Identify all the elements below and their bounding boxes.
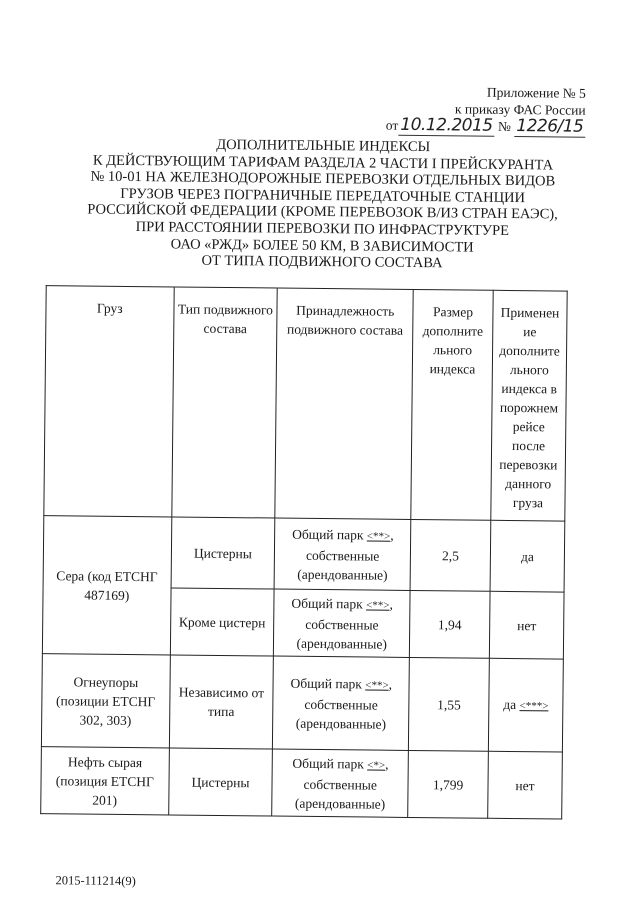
heading-line: № 10-01 НА ЖЕЛЕЗНОДОРОЖНЫЕ ПЕРЕВОЗКИ ОТДЕЛЬНЫХ ВИДОВ xyxy=(90,168,556,190)
index-size-cell: 1,55 xyxy=(409,657,490,751)
appendix-stamp xyxy=(386,83,586,136)
table-row xyxy=(41,747,563,819)
header-cargo: Груз xyxy=(44,286,174,517)
footnote-ref: <***> xyxy=(519,699,549,712)
empty-run-cell xyxy=(490,520,565,592)
ownership-text: Общий парк xyxy=(292,755,364,771)
heading-line: ГРУЗОВ ЧЕРЕЗ ПОГРАНИЧНЫЕ ПЕРЕДАТОЧНЫЕ СТАНЦИИ xyxy=(120,185,526,206)
appendix-order-ref: к приказу ФАС России xyxy=(454,101,586,118)
ownership-text: , собственные (арендованные) xyxy=(294,756,389,812)
cargo-cell: Огнеупоры (позиции ЕТСНГ 302, 303) xyxy=(41,654,170,748)
ownership-cell xyxy=(273,656,410,750)
number-prefix: № xyxy=(497,118,512,134)
stock-type-cell: Независимо от типа xyxy=(169,655,274,749)
empty-run-value: да xyxy=(520,548,534,564)
table-header-row xyxy=(44,286,567,521)
appendix-number: Приложение № 5 xyxy=(486,84,586,101)
ownership-cell xyxy=(274,518,411,590)
table-row xyxy=(43,516,565,592)
index-size-cell: 1,94 xyxy=(409,590,490,658)
ownership-text: , собственные (арендованные) xyxy=(295,676,393,732)
index-size-cell: 2,5 xyxy=(410,519,491,591)
footnote-ref: <**> xyxy=(366,598,390,612)
header-stock-type: Тип подвижного состава xyxy=(171,287,277,518)
heading-line: ДОПОЛНИТЕЛЬНЫЕ ИНДЕКСЫ xyxy=(216,136,431,156)
empty-run-cell xyxy=(489,591,564,659)
ownership-text: , собственные (арендованные) xyxy=(297,527,394,583)
stock-type-cell: Цистерны xyxy=(168,748,272,816)
ownership-cell xyxy=(272,749,408,817)
header-empty-run: Применен ие дополните льного индекса в порожнем рейсе после перевозки данного груза xyxy=(491,290,567,521)
stock-type-cell: Кроме цистерн xyxy=(170,588,274,656)
table-row xyxy=(41,654,563,752)
empty-run-cell xyxy=(488,751,563,819)
footnote-ref: <*> xyxy=(367,759,386,772)
stock-type-cell: Цистерны xyxy=(171,517,276,589)
footnote-ref: <**> xyxy=(365,678,389,692)
header-ownership: Принадлежность подвижного состава xyxy=(275,288,413,519)
cargo-cell: Нефть сырая (позиция ЕТСНГ 201) xyxy=(41,747,169,815)
ownership-text: , собственные (арендованные) xyxy=(296,596,394,652)
empty-run-cell xyxy=(488,658,563,752)
document-barcode-number: 2015-111214(9) xyxy=(55,873,136,889)
document-heading xyxy=(62,135,583,273)
footnote-ref: <**> xyxy=(366,529,391,543)
cargo-index-table xyxy=(40,285,568,819)
ownership-text: Общий парк xyxy=(290,675,363,691)
handwritten-number: 1226/15 xyxy=(514,116,585,138)
empty-run-value: нет xyxy=(515,777,535,793)
date-prefix: от xyxy=(385,117,399,133)
header-index-size: Размер дополните льного индекса xyxy=(411,289,493,520)
ownership-text: Общий парк xyxy=(292,526,364,542)
empty-run-value: да xyxy=(503,696,517,712)
ownership-text: Общий парк xyxy=(291,595,363,611)
heading-line: ОАО «РЖД» БОЛЕЕ 50 КМ, В ЗАВИСИМОСТИ xyxy=(170,235,474,256)
cargo-cell: Сера (код ЕТСНГ 487169) xyxy=(42,516,171,655)
heading-line: ПРИ РАССТОЯНИИ ПЕРЕВОЗКИ ПО ИНФРАСТРУКТУРЕ xyxy=(135,219,510,239)
handwritten-date: 10.12.2015 xyxy=(398,115,495,137)
appendix-date-line xyxy=(385,114,586,137)
ownership-cell xyxy=(274,589,410,657)
heading-line: К ДЕЙСТВУЮЩИМ ТАРИФАМ РАЗДЕЛА 2 ЧАСТИ I ПРЕЙСКУРАНТА xyxy=(92,152,554,174)
empty-run-value: нет xyxy=(517,617,537,633)
heading-line: РОССИЙСКОЙ ФЕДЕРАЦИИ (КРОМЕ ПЕРЕВОЗОК В/ИЗ СТРАН ЕАЭС), xyxy=(87,201,558,223)
heading-line: ОТ ТИПА ПОДВИЖНОГО СОСТАВА xyxy=(201,252,443,272)
index-size-cell: 1,799 xyxy=(408,750,489,818)
